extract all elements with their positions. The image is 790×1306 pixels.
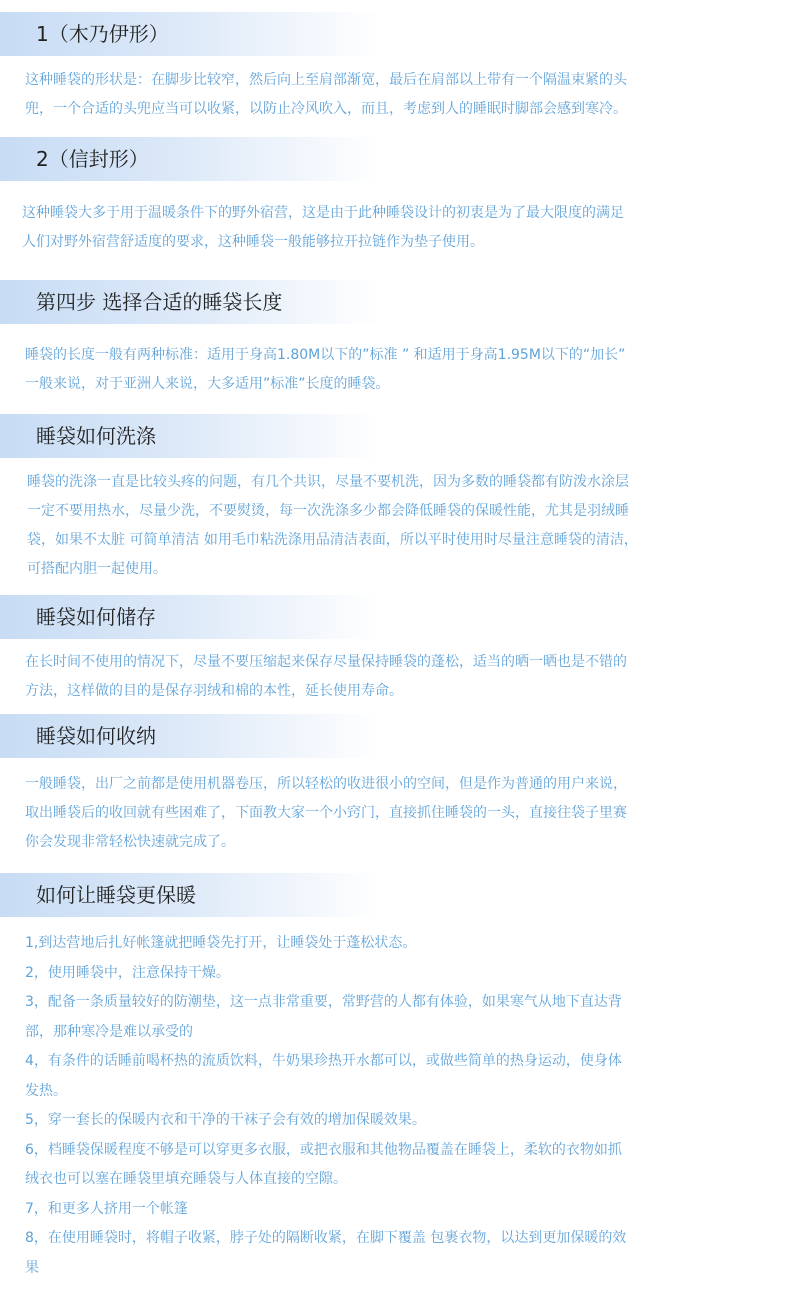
list-item: 绒衣也可以塞在睡袋里填充睡袋与人体直接的空隙。 <box>25 1171 347 1187</box>
text-line: 一般来说，对于亚洲人来说，大多适用”标准”长度的睡袋。 <box>25 376 390 392</box>
list-item: 3，配备一条质量较好的防潮垫，这一点非常重要，常野营的人都有体验，如果寒气从地下直达背 <box>25 994 622 1010</box>
list-item: 2，使用睡袋中，注意保持干燥。 <box>25 964 230 981</box>
section-heading-mummy <box>0 12 380 56</box>
text-line: 可搭配内胆一起使用。 <box>27 561 167 577</box>
section-heading-storage <box>0 595 380 639</box>
heading-text: 如何让睡袋更保暖 <box>36 883 196 907</box>
paragraph-envelope <box>22 199 767 257</box>
heading-text: 1（木乃伊形） <box>36 22 169 46</box>
text-line: 兜，一个合适的头兜应当可以收紧，以防止冷风吹入，而且，考虑到人的睡眠时脚部会感到寒冷。 <box>25 101 627 117</box>
paragraph-storage <box>25 648 770 706</box>
list-item: 1,到达营地后扎好帐篷就把睡袋先打开，让睡袋处于蓬松状态。 <box>25 935 417 951</box>
list-item: 7，和更多人挤用一个帐篷 <box>25 1200 188 1217</box>
paragraph-packing <box>25 770 770 857</box>
list-item: 6，档睡袋保暖程度不够是可以穿更多衣服，或把衣服和其他物品覆盖在睡袋上，柔软的衣物如抓 <box>25 1141 622 1158</box>
list-item: 发热。 <box>25 1082 67 1099</box>
section-heading-washing <box>0 414 380 458</box>
section-heading-length <box>0 280 380 324</box>
section-heading-envelope <box>0 137 380 181</box>
text-line: 这种睡袋的形状是：在脚步比较窄，然后向上至肩部渐宽，最后在肩部以上带有一个隔温束紧的头 <box>25 72 627 88</box>
text-line: 在长时间不使用的情况下，尽量不要压缩起来保存尽量保持睡袋的蓬松，适当的晒一晒也是不错的 <box>25 654 627 670</box>
heading-text: 睡袋如何储存 <box>36 605 156 629</box>
paragraph-washing <box>27 468 772 584</box>
heading-text: 睡袋如何收纳 <box>36 724 156 748</box>
paragraph-length <box>25 341 770 399</box>
text-line: 袋，如果不太脏 可简单清洁 如用毛巾粘洗涤用品清洁表面，所以平时使用时尽量注意睡袋的清洁， <box>27 532 638 548</box>
list-warmth-tips <box>25 929 770 1283</box>
list-item: 4，有条件的话睡前喝杯热的流质饮料，牛奶果珍热开水都可以，或做些简单的热身运动，使身体 <box>25 1053 622 1069</box>
text-line: 你会发现非常轻松快速就完成了。 <box>25 834 235 850</box>
text-line: 一般睡袋，出厂之前都是使用机器卷压，所以轻松的收进很小的空间，但是作为普通的用户来说， <box>25 776 627 792</box>
paragraph-mummy <box>25 66 770 124</box>
section-heading-warmth <box>0 873 380 917</box>
heading-text: 2（信封形） <box>36 147 149 171</box>
heading-text: 睡袋如何洗涤 <box>36 424 156 448</box>
section-heading-packing <box>0 714 380 758</box>
text-line: 人们对野外宿营舒适度的要求，这种睡袋一般能够拉开拉链作为垫子使用。 <box>22 234 484 250</box>
text-line: 这种睡袋大多于用于温暖条件下的野外宿营，这是由于此种睡袋设计的初衷是为了最大限度的满足 <box>22 205 624 221</box>
text-line: 方法，这样做的目的是保存羽绒和棉的本性，延长使用寿命。 <box>25 683 403 699</box>
list-item: 5，穿一套长的保暖内衣和干净的干袜子会有效的增加保暖效果。 <box>25 1112 426 1128</box>
list-item: 部，那种寒冷是难以承受的 <box>25 1023 193 1040</box>
list-item: 果 <box>25 1259 39 1276</box>
text-line: 睡袋的洗涤一直是比较头疼的问题，有几个共识，尽量不要机洗，因为多数的睡袋都有防泼水涂层 <box>27 474 629 490</box>
list-item: 8，在使用睡袋时，将帽子收紧，脖子处的隔断收紧，在脚下覆盖 包裹衣物，以达到更加保暖的效 <box>25 1230 627 1246</box>
heading-text: 第四步 选择合适的睡袋长度 <box>36 290 283 314</box>
text-line: 取出睡袋后的收回就有些困难了，下面教大家一个小窍门，直接抓住睡袋的一头，直接往袋子里赛 <box>25 805 627 821</box>
text-line: 睡袋的长度一般有两种标准：适用于身高1.80M以下的”标准 ” 和适用于身高1.95M以下的“加长” <box>25 347 626 363</box>
text-line: 一定不要用热水，尽量少洗，不要熨烫，每一次洗涤多少都会降低睡袋的保暖性能，尤其是羽绒睡 <box>27 503 629 519</box>
